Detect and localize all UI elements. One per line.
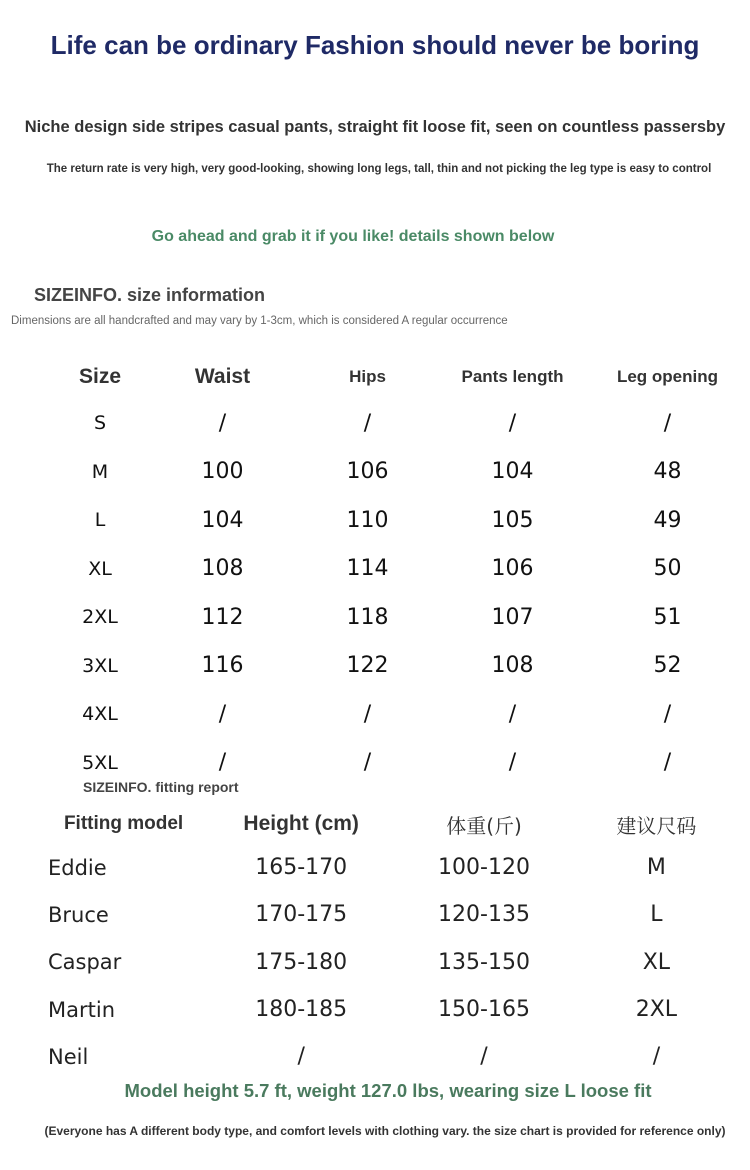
- size-table-header: [50, 355, 750, 399]
- subtitle: Niche design side stripes casual pants, straight fit loose fit, seen on countless passersby: [24, 118, 726, 136]
- table-cell: S: [93, 412, 107, 435]
- table-cell: 2XL: [635, 997, 678, 1023]
- header-hips: Hips: [349, 367, 386, 386]
- table-cell: 116: [201, 653, 244, 679]
- table-cell: 106: [346, 459, 389, 485]
- table-cell: /: [297, 1044, 305, 1070]
- table-cell: 180-185: [255, 997, 348, 1023]
- table-cell: /: [218, 410, 227, 436]
- table-cell: Caspar: [48, 950, 122, 975]
- header-fitting-model: Fitting model: [63, 813, 184, 834]
- table-row: [40, 1033, 740, 1080]
- table-cell: 5XL: [82, 751, 118, 774]
- header-leg-opening: Leg opening: [616, 367, 719, 386]
- table-cell: L: [650, 902, 663, 928]
- table-cell: XL: [88, 557, 112, 580]
- table-cell: /: [652, 1044, 661, 1070]
- headline: Life can be ordinary Fashion should never be boring: [50, 30, 700, 60]
- table-cell: 110: [346, 507, 389, 533]
- table-cell: 114: [346, 556, 389, 582]
- table-cell: 108: [491, 653, 534, 679]
- table-cell: /: [663, 701, 672, 727]
- table-cell: 50: [653, 556, 682, 582]
- table-cell: 165-170: [255, 855, 348, 881]
- table-cell: 112: [201, 604, 244, 630]
- table-cell: 51: [653, 604, 682, 630]
- table-cell: 105: [491, 507, 534, 533]
- table-cell: /: [363, 750, 372, 776]
- table-cell: 52: [653, 653, 682, 679]
- table-row: [50, 448, 750, 497]
- table-row: [50, 593, 750, 642]
- size-table: [50, 355, 750, 787]
- table-cell: /: [508, 410, 517, 436]
- table-cell: /: [218, 750, 227, 776]
- table-cell: 150-165: [438, 997, 530, 1023]
- table-cell: /: [363, 410, 372, 436]
- table-cell: M: [646, 855, 666, 881]
- table-cell: Eddie: [48, 855, 107, 880]
- model-info: Model height 5.7 ft, weight 127.0 lbs, wearing size L loose fit: [124, 1080, 652, 1101]
- table-cell: 175-180: [255, 949, 348, 975]
- table-row: [40, 986, 740, 1033]
- table-cell: 135-150: [438, 949, 530, 975]
- table-cell: /: [508, 701, 517, 727]
- table-cell: XL: [642, 949, 671, 975]
- table-cell: /: [480, 1044, 488, 1070]
- table-cell: 48: [653, 459, 682, 485]
- size-section-title: SIZEINFO. size information: [34, 285, 266, 305]
- table-row: [50, 690, 750, 739]
- header-suggested-size: 建议尺码: [616, 813, 697, 838]
- header-height: Height (cm): [243, 812, 359, 835]
- table-row: [40, 939, 740, 986]
- table-cell: 104: [201, 507, 244, 533]
- table-cell: M: [91, 460, 109, 483]
- table-cell: 106: [491, 556, 534, 582]
- table-cell: Martin: [48, 997, 115, 1022]
- table-cell: /: [363, 701, 372, 727]
- table-cell: 118: [346, 604, 389, 630]
- table-cell: 120-135: [438, 902, 530, 928]
- table-row: [50, 496, 750, 545]
- disclaimer: (Everyone has A different body type, and comfort levels with clothing vary. the size chart is provided for reference only): [44, 1124, 726, 1138]
- table-row: [40, 891, 740, 938]
- fitting-section-title: SIZEINFO. fitting report: [83, 779, 239, 795]
- header-weight: 体重(斤): [446, 813, 522, 838]
- table-row: [40, 844, 740, 891]
- table-cell: /: [508, 750, 517, 776]
- header-pants-length: Pants length: [461, 367, 564, 386]
- table-cell: Neil: [48, 1044, 89, 1069]
- size-section-note: Dimensions are all handcrafted and may vary by 1-3cm, which is considered A regular occurrence: [11, 315, 508, 327]
- size-table-body: [50, 399, 750, 787]
- table-cell: L: [94, 509, 106, 532]
- table-cell: 100: [201, 459, 244, 485]
- table-row: [50, 399, 750, 448]
- header-size: Size: [78, 365, 122, 388]
- table-cell: 170-175: [255, 902, 348, 928]
- fitting-table-body: [40, 844, 740, 1080]
- fitting-table: [40, 804, 740, 1080]
- description: The return rate is very high, very good-looking, showing long legs, tall, thin and not picking the leg type is easy to control: [46, 163, 712, 175]
- table-cell: 108: [201, 556, 244, 582]
- table-row: [50, 642, 750, 691]
- table-cell: /: [663, 750, 672, 776]
- table-cell: 49: [653, 507, 682, 533]
- table-cell: 100-120: [438, 855, 530, 881]
- call-to-action: Go ahead and grab it if you like! details shown below: [151, 228, 555, 245]
- fitting-table-header: [40, 804, 740, 844]
- table-cell: /: [663, 410, 672, 436]
- table-cell: 107: [491, 604, 534, 630]
- table-cell: Bruce: [48, 902, 109, 927]
- header-waist: Waist: [194, 365, 251, 388]
- table-cell: 4XL: [82, 703, 118, 726]
- table-cell: 2XL: [82, 606, 118, 629]
- table-cell: 104: [491, 459, 534, 485]
- table-cell: /: [218, 701, 227, 727]
- table-cell: 122: [346, 653, 389, 679]
- table-row: [50, 545, 750, 594]
- table-cell: 3XL: [82, 654, 118, 677]
